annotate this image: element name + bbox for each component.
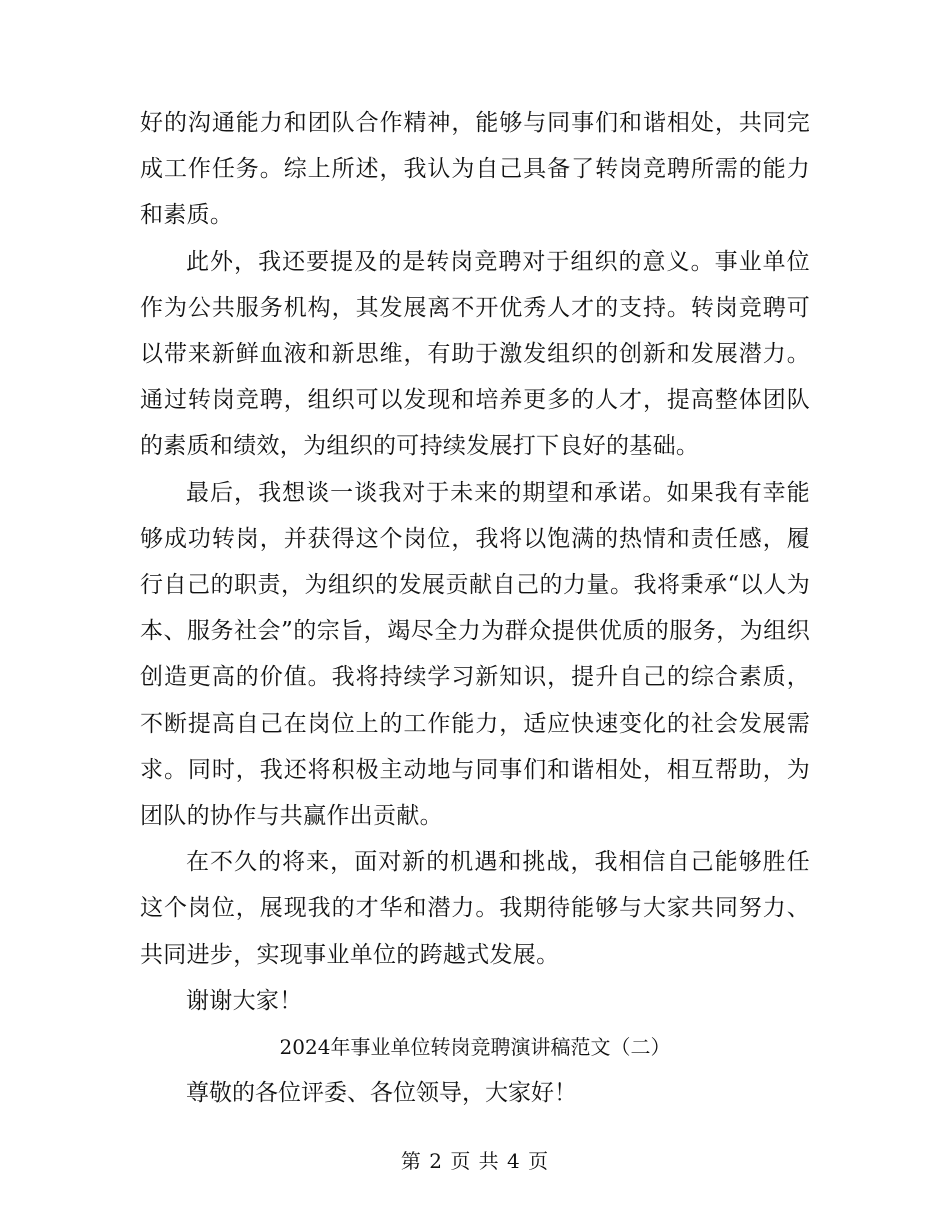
paragraph-expectations: 最后，我想谈一谈我对于未来的期望和承诺。如果我有幸能够成功转岗，并获得这个岗位，我将以饱满的热情和责任感，履行自己的职责，为组织的发展贡献自己的力量。我将秉承“以人为本、服务社会”的宗旨，竭尽全力为群众提供优质的服务，为组织创造更高的价值。我将持续学习新知识，提升自己的综合素质，不断提高自己在岗位上的工作能力，适应快速变化的社会发展需求。同时，我还将积极主动地与同事们和谐相处，相互帮助，为团队的协作与共赢作出贡献。 xyxy=(140,479,810,830)
paragraph-future: 在不久的将来，面对新的机遇和挑战，我相信自己能够胜任这个岗位，展现我的才华和潜力。我期待能够与大家共同努力、共同进步，实现事业单位的跨越式发展。 xyxy=(140,849,810,968)
document-body xyxy=(140,100,810,1116)
page-number-footer: 第 2 页 共 4 页 xyxy=(400,1149,550,1173)
paragraph-thanks: 谢谢大家！ xyxy=(186,987,303,1014)
paragraph-significance: 此外，我还要提及的是转岗竞聘对于组织的意义。事业单位作为公共服务机构，其发展离不开优秀人才的支持。转岗竞聘可以带来新鲜血液和新思维，有助于激发组织的创新和发展潜力。通过转岗竞聘，组织可以发现和培养更多的人才，提高整体团队的素质和绩效，为组织的可持续发展打下良好的基础。 xyxy=(140,248,810,460)
section-heading: 2024年事业单位转岗竞聘演讲稿范文（二） xyxy=(279,1035,671,1060)
paragraph-continuation: 好的沟通能力和团队合作精神，能够与同事们和谐相处，共同完成工作任务。综上所述，我认为自己具备了转岗竞聘所需的能力和素质。 xyxy=(140,110,810,229)
greeting-line: 尊敬的各位评委、各位领导，大家好！ xyxy=(186,1080,577,1107)
